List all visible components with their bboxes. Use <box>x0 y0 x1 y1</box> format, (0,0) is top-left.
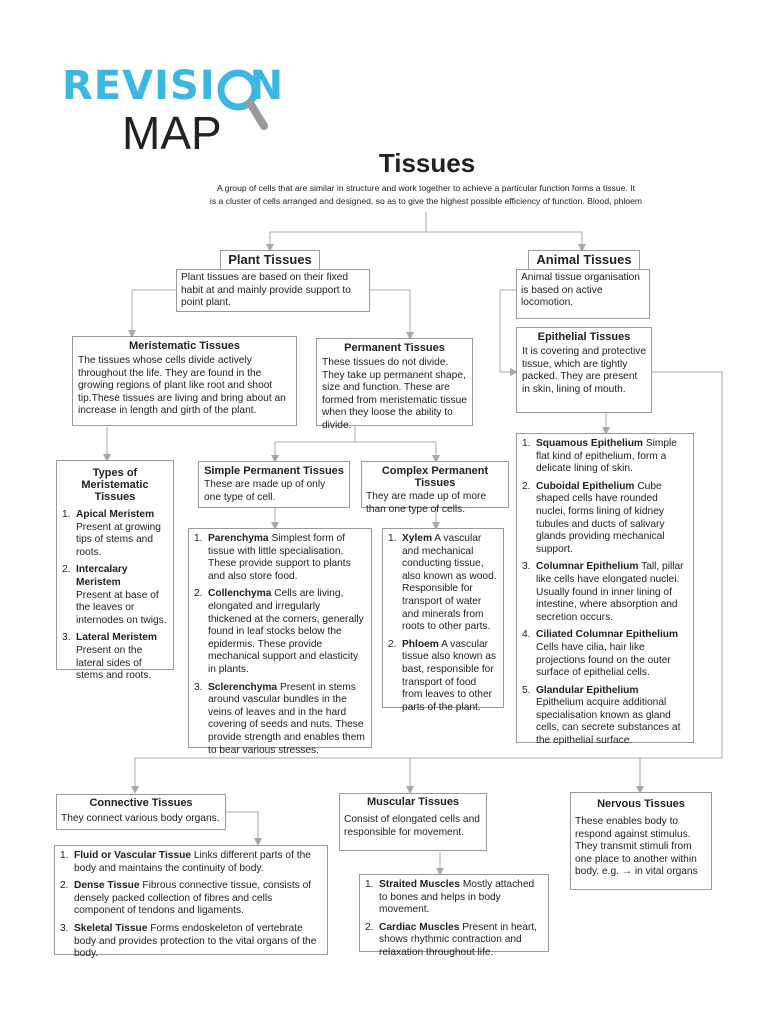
list-item: 1. Parenchyma Simplest form of tissue with little specialisation. These provide support to plants and also store food. <box>194 533 351 582</box>
meristematic-tissues-box <box>72 336 297 426</box>
nervous-tissues-title: Nervous Tissues <box>597 798 685 810</box>
list-item: 1. Xylem A vascular and mechanical conducting tissue, also known as wood. Responsible for transport of water and minerals from roots to other parts. <box>388 533 497 633</box>
permanent-tissues-desc: These tissues do not divide. They take up permanent shape, size and function. These are formed from meristematic tissue when they loose the ability to divide. <box>322 357 467 431</box>
epithelial-tissues-box <box>516 327 652 413</box>
list-item: 1. Squamous Epithelium Simple flat kind of epithelium, form a delicate lining of skin. <box>522 438 677 475</box>
complex-permanent-list-box <box>382 528 504 713</box>
complex-permanent-list <box>388 533 498 714</box>
permanent-tissues-box <box>316 338 473 431</box>
simple-permanent-list <box>194 533 366 757</box>
nervous-tissues-desc: These enables body to respond against stimulus. They transmit stimuli from one place to another within body. e.g. → in vital organs <box>575 816 698 878</box>
muscular-types-list <box>365 879 543 960</box>
list-item: 1. Apical Meristem Present at growing tips of stems and roots. <box>62 509 161 558</box>
logo-word-part-2: N <box>249 63 285 109</box>
permanent-tissues-title: Permanent Tissues <box>344 342 445 354</box>
connective-tissues-box <box>56 794 226 830</box>
meristematic-tissues-desc: The tissues whose cells divide actively throughout the life. They are found in the growing regions of plant like root and shoot tip.These tissues are living and bring about an increase in length and girth of the plant. <box>78 355 286 417</box>
logo-word-part-1: REVISI <box>62 63 216 109</box>
magnifier-icon <box>212 66 284 138</box>
intro-line-2: is a cluster of cells arranged and designed, so as to give the highest possible efficiency of function. Blood, phloem <box>209 196 643 206</box>
meristematic-tissues-title: Meristematic Tissues <box>128 340 241 352</box>
epithelium-types-box <box>516 433 694 747</box>
page-title: Tissues <box>378 148 476 178</box>
epithelium-types-list <box>522 438 688 748</box>
connective-types-box <box>54 845 328 960</box>
types-meristematic-title: Types of Meristematic Tissues <box>81 467 149 503</box>
list-item: 3. Lateral Meristem Present on the lateral sides of stems and roots. <box>62 632 157 682</box>
list-item: 1. Straited Muscles Mostly attached to bones and helps in body movement. <box>365 879 535 916</box>
connective-types-list <box>60 850 322 961</box>
connective-tissues-title: Connective Tissues <box>89 797 193 809</box>
animal-tissues-title: Animal Tissues <box>536 252 632 267</box>
list-item: 1. Fluid or Vascular Tissue Links different parts of the body and maintains the continuity of body. <box>60 850 311 874</box>
intro-line-1: A group of cells that are similar in structure and work together to achieve a particular function forms a tissue. It <box>217 183 635 193</box>
types-meristematic-list <box>62 509 168 683</box>
plant-tissues-desc: Plant tissues are based on their fixed habit at and mainly provide support to point plant. <box>176 269 370 312</box>
epithelial-tissues-title: Epithelial Tissues <box>537 331 631 343</box>
simple-permanent-desc: These are made up of only one type of cell. <box>204 479 326 503</box>
intro-text <box>190 182 662 208</box>
list-item: 3. Columnar Epithelium Tall, pillar like cells have elongated nuclei. Usually found in inner lining of intestine, where absorption and secretion occurs. <box>522 561 684 623</box>
muscular-tissues-desc: Consist of elongated cells and responsible for movement. <box>344 814 480 838</box>
animal-tissues-desc: Animal tissue organisation is based on active locomotion. <box>516 269 650 319</box>
simple-permanent-title: Simple Permanent Tissues <box>204 465 344 477</box>
list-item: 2. Dense Tissue Fibrous connective tissue, consists of densely packed collection of fibres and cells component of tendons and ligaments. <box>60 880 312 917</box>
list-item: 3. Sclerenchyma Present in stems around vascular bundles in the veins of leaves and in the hard covering of seeds and nuts. These provide strength and enables them to bear various stresses. <box>194 681 365 756</box>
list-item: 2. Intercalary Meristem Present at base of the leaves or internodes on twigs. <box>62 564 167 626</box>
list-item: 2. Cardiac Muscles Present in heart, shows rhythmic contraction and relaxation throughout life. <box>365 921 537 958</box>
muscular-types-box <box>359 874 549 958</box>
muscular-tissues-title: Muscular Tissues <box>366 796 460 808</box>
list-item: 3. Skeletal Tissue Forms endoskeleton of vertebrate body and provides protection to the vital organs of the body. <box>60 922 317 960</box>
animal-tissues-header <box>528 250 640 270</box>
list-item: 4. Ciliated Columnar Epithelium Cells have cilia, hair like projections found on the outer surface of epithelial cells. <box>522 629 679 679</box>
complex-permanent-desc: They are made up of more than one type of cells. <box>366 491 487 515</box>
simple-permanent-box <box>198 461 350 508</box>
list-item: 5. Glandular Epithelium Epithelium acquire additional specialisation known as gland cells, can secrete substances at the epithelial surface. <box>522 684 681 747</box>
simple-permanent-list-box <box>188 528 372 756</box>
complex-permanent-title: Complex Permanent Tissues <box>381 465 489 489</box>
epithelial-tissues-desc: It is covering and protective tissue, which are tightly packed. They are present in skin, lining of mouth. <box>522 346 647 395</box>
muscular-tissues-box <box>339 793 487 851</box>
logo-map-word: MAP <box>122 107 222 159</box>
plant-tissues-title: Plant Tissues <box>228 252 312 267</box>
plant-tissues-header <box>220 250 320 270</box>
connective-tissues-desc: They connect various body organs. <box>61 813 220 824</box>
list-item: 2. Cuboidal Epithelium Cube shaped cells have rounded nuclei, forms lining of kidney tubules and ducts of salivary glands providing mechanical support. <box>522 480 665 555</box>
list-item: 2. Phloem A vascular tissue also known as bast, responsible for transport of food from leaves to other parts of the plant. <box>388 638 497 713</box>
list-item: 2. Collenchyma Cells are living, elongated and irregularly thickened at the corners, generally found in leaf stocks below the epidermis. These provide mechanical support and elasticity in plants. <box>194 588 364 675</box>
complex-permanent-box <box>361 461 509 515</box>
types-meristematic-box <box>56 460 174 682</box>
nervous-tissues-box <box>570 792 712 890</box>
revision-map-logo <box>62 62 302 162</box>
